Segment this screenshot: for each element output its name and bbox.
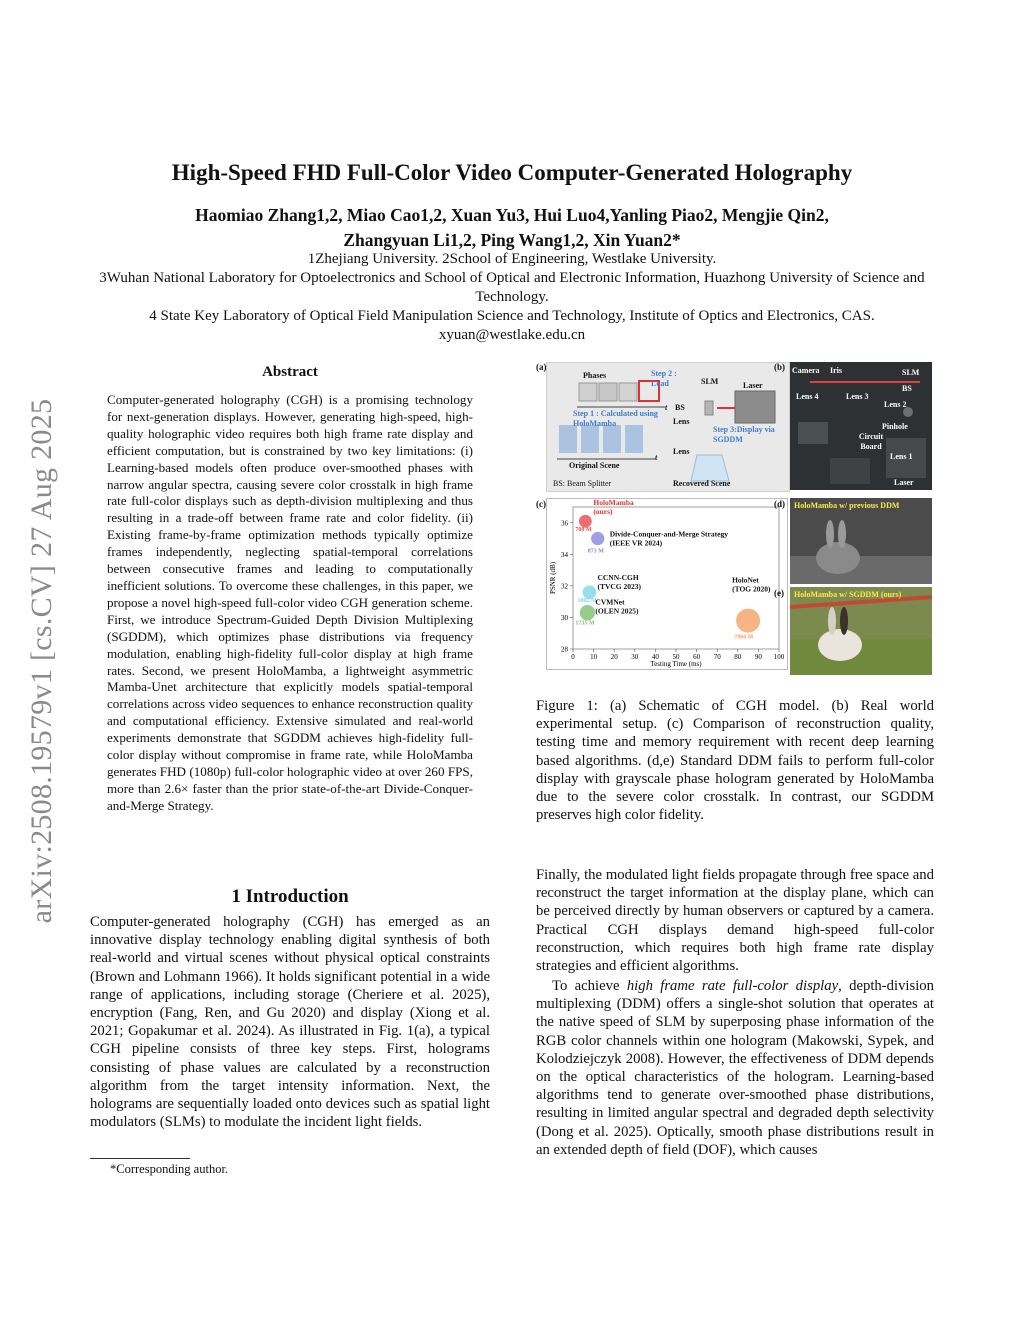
panel-e-title: HoloMamba w/ SGDDM (ours) <box>794 590 902 599</box>
grayscale-rabbit-image <box>790 498 932 584</box>
phase-frame-2 <box>599 383 617 401</box>
panel-a-label: (a) <box>536 362 547 372</box>
rabbit-shape-color <box>818 629 862 661</box>
panel-e-label: (e) <box>774 588 784 598</box>
p2-intro: To achieve <box>552 978 627 994</box>
y-axis-label: PSNR (dB) <box>549 561 557 595</box>
x-tick-label: 100 <box>773 653 785 661</box>
x-axis-label: Testing Time (ms) <box>650 660 702 668</box>
contact-email[interactable]: xyuan@westlake.edu.cn <box>438 327 586 343</box>
recovered-scene-cone <box>691 455 729 481</box>
point-label-venue: (TOG 2020) <box>732 584 771 594</box>
psnr-vs-time-chart <box>547 499 787 669</box>
setup-photo-drawing <box>790 362 932 490</box>
x-tick-label: 50 <box>672 653 680 661</box>
footnote-divider <box>90 1158 190 1159</box>
x-tick-label: 40 <box>651 653 659 661</box>
p2-rest: , depth-division multiplexing (DDM) offers a single-shot solution that operates at the native speed of SLM by superposing phase information of the RGB color channels within one hologram (Makowski, Sypek, and Kolodziejczyk 2008). However, the effectiveness of DDM depends on the optical characteristics of the hologram. Learning-based algorithms tend to generate over-smoothed phase distributions, resulting in limited angular spectral and degraded depth selectivity (Dong et al. 2025). Optically, smooth phase distributions result in an extended depth of field (DOF), which causes <box>536 978 934 1158</box>
scene-frame-1 <box>559 425 577 453</box>
arxiv-identifier[interactable]: arXiv:2508.19579v1 [cs.CV] 27 Aug 2025 <box>25 398 58 924</box>
point-label-venue: (TVCG 2023) <box>597 582 642 592</box>
label-original-scene: Original Scene <box>569 461 620 470</box>
scene-frame-3 <box>603 425 621 453</box>
label-circuit-board: Circuit Board <box>858 432 884 451</box>
figure-1-caption: Figure 1: (a) Schematic of CGH model. (b) Real world experimental setup. (c) Comparison of reconstruction quality, testing time and memory requirement with recent deep learning based algorithms. (d,e) Standard DDM fails to perform full-color display with grayscale phase hologram generated by HoloMamba due to the severe color crosstalk. In contrast, our SGDDM preserves high color fidelity. <box>536 698 934 824</box>
scene-frame-4 <box>625 425 643 453</box>
data-point <box>736 609 760 633</box>
y-tick-label: 28 <box>561 645 568 654</box>
affiliation-1-2: 1Zhejiang University. 2School of Engineering, Westlake University. <box>307 251 717 267</box>
phase-frame-3 <box>619 383 637 401</box>
camera-body <box>798 422 828 444</box>
x-tick-label: 10 <box>590 653 598 661</box>
abstract-heading: Abstract <box>262 364 318 380</box>
y-tick-label: 34 <box>561 550 568 559</box>
phase-frame-1 <box>579 383 597 401</box>
author-list <box>60 203 964 253</box>
author-line-2: Zhangyuan Li1,2, Ping Wang1,2, Xin Yuan2* <box>343 230 681 250</box>
paper-title: High-Speed FHD Full-Color Video Computer-Generated Holography <box>171 160 853 185</box>
affiliation-3: 3Wuhan National Laboratory for Optoelectronics and School of Optical and Electronic Information, Huazhong University of Science and Technology. <box>99 270 925 305</box>
time-label-phases: t <box>665 403 668 412</box>
panel-d-label: (d) <box>774 499 785 509</box>
abstract-body: Computer-generated holography (CGH) is a promising technology for next-generation displays. However, generating high-speed, high-quality holographic video requires both high frame rate display and efficient computation, but is constrained by two key limitations: (i) Learning-based models often produce over-smoothed phases with narrow angular spectra, causing severe color crosstalk in high frame rate full-color displays such as depth-division multiplexing and thus resulting in a trade-off between frame rate and color fidelity. (ii) Existing frame-by-frame optimization methods typically optimize frames independently, neglecting spatial-temporal correlations between consecutive frames and leading to computationally inefficient solutions. To overcome these challenges, in this paper, we propose a novel high-speed full-color video CGH generation scheme. First, we introduce Spectrum-Guided Depth Division Multiplexing (SGDDM), which optimizes phase distributions via frequency modulation, enabling high-fidelity full-color display at high frame rates. Second, we present HoloMamba, a lightweight asymmetric Mamba-Unet architecture that explicitly models spatial-temporal correlations across video sequences to enhance reconstruction quality and computational efficiency. Extensive simulated and real-world experiments demonstrate that SGDDM achieves high-fidelity full-color display without compromise in frame rate, while HoloMamba generates FHD (1080p) full-color holographic video at over 260 FPS, more than 2.6× faster than the prior state-of-the-art Divide-Conquer-and-Merge Strategy. <box>107 392 473 813</box>
data-point <box>580 605 595 620</box>
panel-a-schematic <box>546 362 790 492</box>
laser-box <box>735 391 775 423</box>
label-bs: BS <box>675 403 685 412</box>
panel-c-label: (c) <box>536 499 546 509</box>
point-label-name: HoloNet <box>732 575 759 585</box>
time-label-scene: t <box>655 453 658 462</box>
x-tick-label: 0 <box>571 653 575 661</box>
x-tick-label: 70 <box>713 653 721 661</box>
memory-label: 1002 M <box>577 598 597 605</box>
label-lens-4: Lens 4 <box>796 392 819 401</box>
panel-b-setup-photo <box>790 362 932 490</box>
data-point <box>579 515 592 528</box>
label-bs-b: BS <box>902 384 912 393</box>
label-lens-lower: Lens <box>673 447 690 456</box>
memory-label: 873 M <box>587 548 604 555</box>
label-lens-3: Lens 3 <box>846 392 869 401</box>
x-tick-label: 80 <box>734 653 742 661</box>
y-tick-label: 32 <box>561 582 568 591</box>
label-step-2: Step 2 : Load <box>651 369 677 388</box>
label-lens-1: Lens 1 <box>890 452 913 461</box>
footnote: *Corresponding author. <box>110 1162 229 1176</box>
label-slm-b: SLM <box>902 368 920 377</box>
figure-1 <box>536 360 934 690</box>
point-label-venue: (IEEE VR 2024) <box>609 538 663 548</box>
y-tick-label: 30 <box>561 613 568 622</box>
x-tick-label: 20 <box>610 653 618 661</box>
label-laser-b: Laser <box>894 478 914 487</box>
p2-emphasis: high frame rate full-color display <box>626 978 839 994</box>
author-line-1: Haomiao Zhang1,2, Miao Cao1,2, Xuan Yu3, Hui Luo4,Yanling Piao2, Mengjie Qin2, <box>195 205 829 225</box>
color-rabbit-image <box>790 587 932 675</box>
x-tick-label: 60 <box>693 653 701 661</box>
introduction-body: Computer-generated holography (CGH) has emerged as an innovative display technology enabling digital synthesis of both real-world and virtual scenes without physical optical constraints (Brown and Lohmann 1966). It holds significant potential in a wide range of applications, including storage (Cheriere et al. 2025), encryption (Fang, Ren, and Gu 2020) and display (Xiong et al. 2021; Gopakumar et al. 2024). As illustrated in Fig. 1(a), a typical CGH pipeline consists of three key steps. First, holograms consisting of phase values are calculated by a reconstruction algorithm from the target intensity information. Next, the holograms are sequentially loaded onto devices such as spatial light modulators (SLMs) to modulate the incident light fields. <box>90 914 490 1131</box>
label-camera: Camera <box>792 366 820 375</box>
panel-e-color-result <box>790 587 932 675</box>
panel-d-grayscale-result <box>790 498 932 584</box>
label-step-1: Step 1 : Calculated using HoloMamba <box>573 409 658 428</box>
label-step-3: Step 3:Display via SGDDM <box>713 425 775 444</box>
data-point <box>583 585 597 599</box>
affiliation-4: 4 State Key Laboratory of Optical Field Manipulation Science and Technology, Institute of Optics and Electronics, CAS. <box>149 308 875 324</box>
body-paragraph-2 <box>536 977 934 1159</box>
circuit-board <box>830 458 870 484</box>
label-lens-upper: Lens <box>673 417 690 426</box>
x-tick-label: 30 <box>631 653 639 661</box>
rabbit-shape-gray <box>816 542 860 574</box>
label-lens-2: Lens 2 <box>884 400 907 409</box>
point-label-venue: (OLEN 2025) <box>595 606 639 616</box>
data-point <box>591 532 604 545</box>
label-recovered-scene: Recovered Scene <box>673 479 731 488</box>
point-label-venue: (ours) <box>593 507 613 517</box>
panel-d-title: HoloMamba w/ previous DDM <box>794 501 900 510</box>
memory-label: 708 M <box>575 527 592 534</box>
point-label-name: CVMNet <box>595 597 625 607</box>
memory-label: 7984 M <box>734 634 754 641</box>
label-beam-splitter: BS: Beam Splitter <box>553 479 612 488</box>
memory-label: 1735 M <box>575 620 595 627</box>
label-slm: SLM <box>701 377 719 386</box>
scene-frame-2 <box>581 425 599 453</box>
label-laser: Laser <box>743 381 763 390</box>
section-heading-introduction: 1 Introduction <box>231 886 349 907</box>
affiliations <box>70 250 954 345</box>
slm-device <box>705 401 713 415</box>
point-label-name: Divide-Conquer-and-Merge Strategy <box>609 529 728 539</box>
x-tick-label: 90 <box>754 653 762 661</box>
label-iris: Iris <box>830 366 842 375</box>
y-tick-label: 36 <box>561 519 568 528</box>
point-label-name: CCNN-CGH <box>597 573 639 583</box>
label-pinhole: Pinhole <box>882 422 908 431</box>
panel-b-label: (b) <box>774 362 785 372</box>
body-paragraph-1: Finally, the modulated light fields propagate through free space and reconstruct the target information at the display plane, which can be perceived directly by human observers or captured by a camera. Practical CGH displays demand high-speed full-color reconstruction, which requires both high frame rate display strategies and efficient algorithms. <box>536 867 934 975</box>
panel-c-chart <box>546 498 788 670</box>
label-phases: Phases <box>583 371 607 380</box>
point-label-name: HoloMamba <box>593 499 634 508</box>
